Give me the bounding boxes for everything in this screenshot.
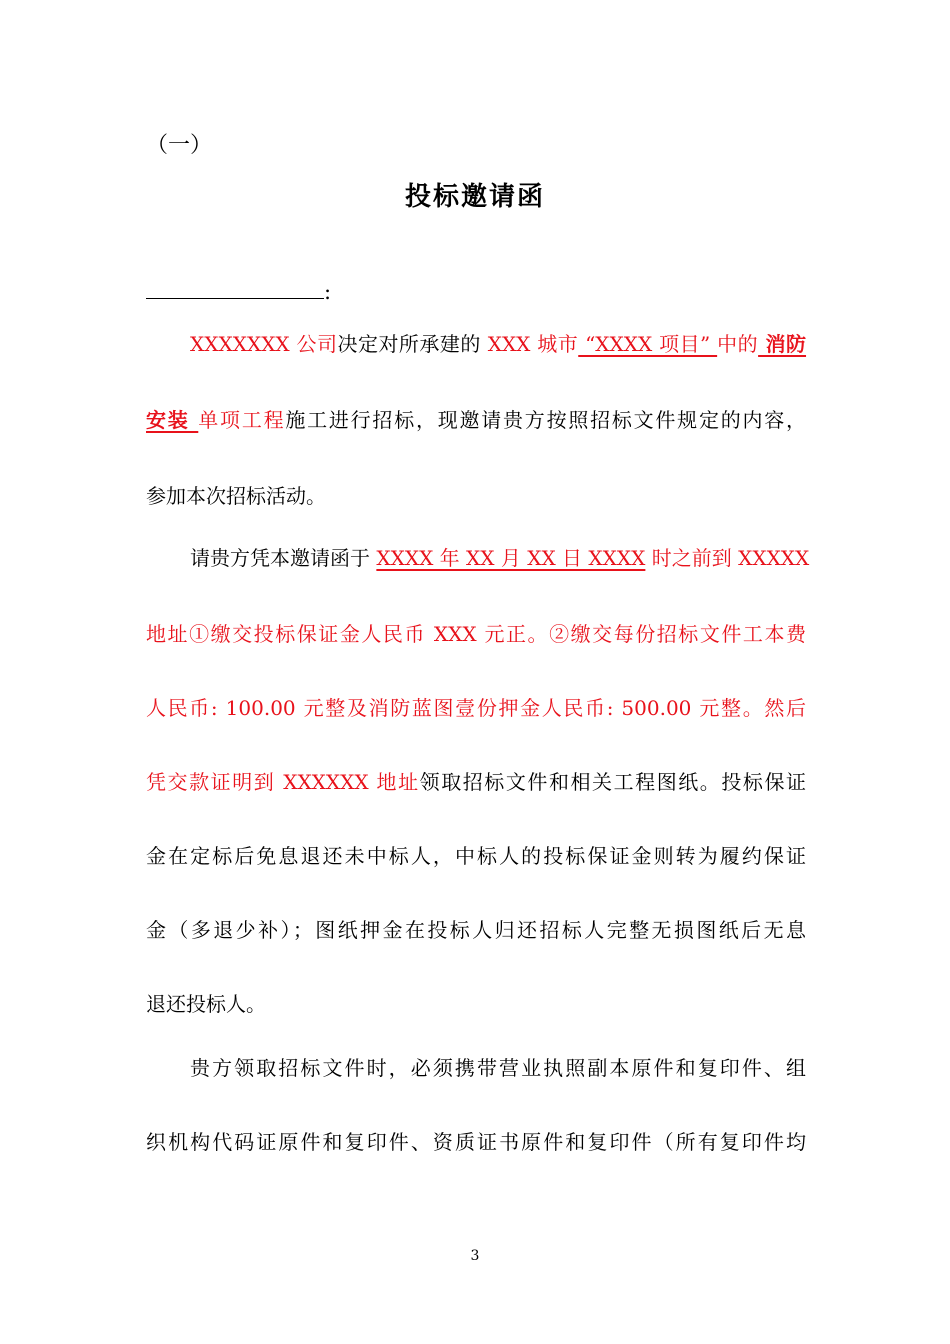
trade-name: 消防 <box>758 332 807 356</box>
text-run: 请贵方凭本邀请函于 <box>190 546 377 570</box>
para3-line2: 织机构代码证原件和复印件、资质证书原件和复印件（所有复印件均 <box>146 1130 806 1154</box>
recipient-blank-line <box>146 280 324 299</box>
para2-line7: 退还投标人。 <box>146 992 266 1016</box>
text-run: 中的 <box>717 332 759 356</box>
company-name: XXXXXXX 公司 <box>190 332 338 356</box>
para1-line3: 参加本次招标活动。 <box>146 484 326 508</box>
para2-line1 <box>190 542 810 571</box>
city-name: XXX 城市 <box>487 332 579 356</box>
text-run: 施工进行招标，现邀请贵方按照招标文件规定的内容， <box>285 408 807 432</box>
text-run: 决定对所承建的 <box>337 332 488 356</box>
document-title: 投标邀请函 <box>404 182 545 212</box>
para2-line2: 地址①缴交投标保证金人民币 XXX 元正。②缴交每份招标文件工本费 <box>146 622 806 646</box>
para1-line2 <box>146 404 806 433</box>
salutation <box>146 280 331 304</box>
page-number: 3 <box>470 1248 480 1264</box>
deadline-location: 时之前到 XXXXX <box>645 546 810 570</box>
payment-proof-location: 凭交款证明到 XXXXXX 地址 <box>146 770 420 794</box>
para2-line6: 金（多退少补）；图纸押金在投标人归还招标人完整无损图纸后无息 <box>146 918 806 942</box>
para2-line4 <box>146 766 806 795</box>
salutation-colon: : <box>324 280 332 304</box>
para2-line5: 金在定标后免息退还未中标人，中标人的投标保证金则转为履约保证 <box>146 844 806 868</box>
project-name: “XXXX 项目” <box>578 332 718 356</box>
para1-line1 <box>190 328 806 357</box>
section-label: （一） <box>146 133 213 158</box>
deadline-date: XXXX 年 XX 月 XX 日 XXXX <box>376 546 646 570</box>
work-type: 单项工程 <box>198 408 286 432</box>
trade-name-cont: 安装 <box>146 408 199 432</box>
para3-line1: 贵方领取招标文件时，必须携带营业执照副本原件和复印件、组 <box>190 1056 806 1080</box>
para2-line3: 人民币: 100.00 元整及消防蓝图壹份押金人民币: 500.00 元整。然后 <box>146 696 806 720</box>
text-run: 领取招标文件和相关工程图纸。投标保证 <box>419 770 807 794</box>
